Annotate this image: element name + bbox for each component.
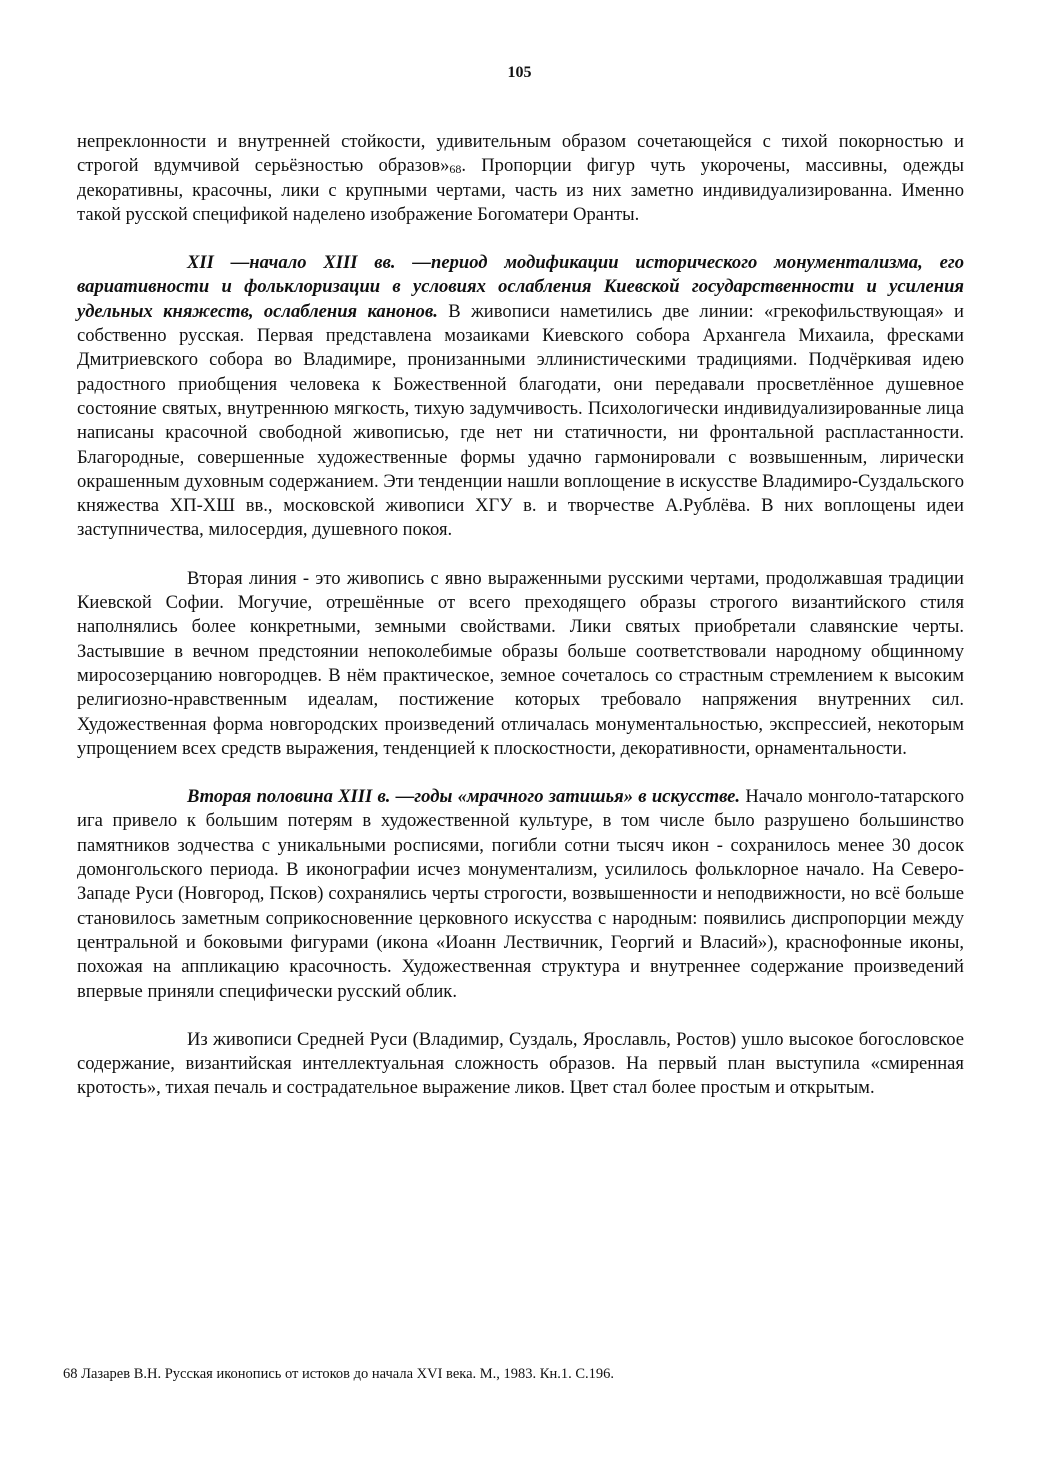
paragraph-1 xyxy=(77,130,964,227)
page-number: 105 xyxy=(507,64,532,81)
footnote-text: Лазарев В.Н. Русская иконопись от истоков до начала XVI века. М., 1983. Кн.1. С.196. xyxy=(81,1366,615,1382)
paragraph-4-heading: Вторая половина XIII в. —годы «мрачного затишья» в искусстве. xyxy=(187,786,741,808)
footnote-reference: 68 xyxy=(449,162,462,177)
footnote-number: 68 xyxy=(63,1366,78,1382)
body-text xyxy=(77,130,964,1101)
paragraph-2-text: В живописи наметились две линии: «грекофильствующая» и собственно русская. Первая представлена мозаиками Киевского собора Архангела Михаила, фресками Дмитриевского собора во Владимире, пронизанными эллинистическими традициями. Подчёркивая идею радостного приобщения человека к Божественной благодати, они передавали просветлённое душевное состояние святых, внутреннюю мягкость, тихую задумчивость. Психологически индивидуализированные лица написаны красочной свободной живописью, где нет ни статичности, ни фронтальной распластанности. Благородные, совершенные художественные формы удачно гармонировали с возвышенным, лирически окрашенным духовным содержанием. Эти тенденции нашли воплощение в искусстве Владимиро-Суздальского княжества ХП-ХШ вв., московской живописи ХГУ в. и творчестве А.Рублёва. В них воплощены идеи заступничества, милосердия, душевного покоя. xyxy=(77,300,964,541)
paragraph-1-text-start: непреклонности и внутренней стойкости, удивительным образом сочетающейся с тихой покорностью и строгой вдумчивой серьёзностью образов» xyxy=(77,131,964,177)
paragraph-2-heading: XII —начало XIII вв. —период модификации исторического монументализма, его вариативности и фольклоризации в условиях ослабления Киевской государственности и усиления удельных княжеств, ослабления канонов. xyxy=(77,252,964,322)
paragraph-4 xyxy=(77,785,964,1004)
paragraph-5-text: Из живописи Средней Руси (Владимир, Суздаль, Ярославль, Ростов) ушло высокое богословское содержание, византийская интеллектуальная сложность образов. На первый план выступила «смиренная кротость», тихая печаль и сострадательное выражение ликов. Цвет стал более простым и открытым. xyxy=(77,1028,964,1099)
paragraph-5 xyxy=(77,1028,964,1101)
paragraph-1-text-end: . Пропорции фигур чуть укорочены, массивны, одежды декоративны, красочны, лики с крупными чертами, часть из них заметно индивидуализированна. Именно такой русской спецификой наделено изображение Богоматери Оранты. xyxy=(77,155,964,225)
paragraph-2 xyxy=(77,251,964,543)
paragraph-3 xyxy=(77,567,964,761)
paragraph-3-text: Вторая линия - это живопись с явно выраженными русскими чертами, продолжавшая традиции Киевской Софии. Могучие, отрешённые от всего преходящего образы строгого византийского стиля наполнялись более конкретными, земными свойствами. Лики святых приобретали славянские черты. Застывшие в вечном предстоянии непоколебимые образы больше соответствовали народному общинному миросозерцанию новгородцев. В нём практическое, земное сочеталось со страстным стремлением к высоким религиозно-нравственным идеалам, постижение которых требовало напряжения внутренних сил. Художественная форма новгородских произведений отличалась монументальностью, экспрессией, некоторым упрощением всех средств выражения, тенденцией к плоскостности, декоративности, орнаментальности. xyxy=(77,567,964,759)
paragraph-4-text: Начало монголо-татарского ига привело к большим потерям в художественной культуре, в том числе было разрушено большинство памятников зодчества с уникальными росписями, погибли сотни тысяч икон - сохранилось менее 30 досок домонгольского периода. В иконографии исчез монументализм, усилилось фольклорное начало. На Северо-Западе Руси (Новгород, Псков) сохранялись черты строгости, возвышенности и неподвижности, но всё больше становилось заметным соприкосновенние церковного искусства с народным: появились диспропорции между центральной и боковыми фигурами (икона «Иоанн Лествичник, Георгий и Власий»), краснофонные иконы, похожая на аппликацию красочность. Художественная структура и внутреннее содержание произведений впервые приняли специфически русский облик. xyxy=(77,786,965,1002)
footnote xyxy=(63,1365,963,1383)
